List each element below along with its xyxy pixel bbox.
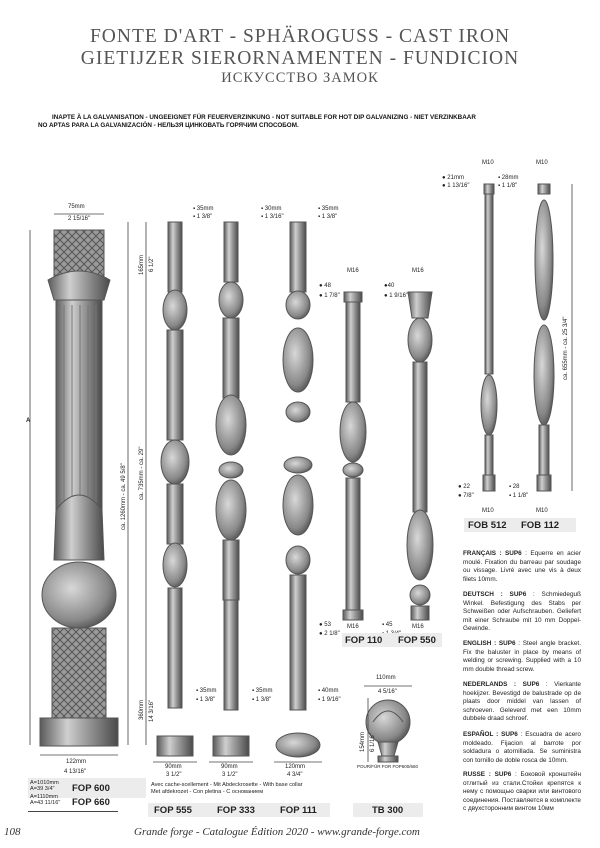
- variant-a4: A=43 11/16": [30, 800, 61, 806]
- footer-text: Grande forge - Catalogue Édition 2020 - www.grande-forge.com: [134, 826, 420, 838]
- fop600-base-dim-in: 4 13/16": [64, 769, 87, 775]
- fop600-base-dim: 122mm: [66, 759, 87, 765]
- fob112-thread-top: M10: [536, 160, 548, 166]
- fop600-top-dim: 75mm: [68, 204, 85, 210]
- fop550-top-dim-in: ● 1 9/16": [384, 293, 409, 299]
- fop111-collar-dim-in: ▪ 1 9/16": [318, 697, 341, 703]
- fop110-thread-top: M16: [347, 268, 359, 274]
- collar-note-2: Met afdekrozet - Con pletina - С основанием: [151, 789, 264, 795]
- desc-nl: NEDERLANDS : SUP6 : Vierkante hoekijzer. Bevestigd de balustrade op de plaats door middel van lassen of schroeven. Geleverd met een 10mm dubbele draad schroef.: [463, 681, 581, 722]
- fop555-base-dim: 90mm: [165, 764, 182, 770]
- fop333-collar-dim-in: ▪ 1 3/8": [252, 697, 272, 703]
- fop555-baluster: [157, 222, 193, 756]
- fop333-baluster: [213, 222, 249, 756]
- fop110-top-dim: ● 48: [319, 283, 331, 289]
- fop555-collar-dim: ▪ 35mm: [196, 688, 217, 694]
- bar-top-dim-in: 6 1/2": [149, 256, 155, 272]
- variant-a2: A=39 3/4": [30, 786, 55, 792]
- fob512-bottom-dim: ● 22: [458, 484, 470, 490]
- fob112-top-dim: ▪ 28mm: [498, 175, 519, 181]
- code-tb300: TB 300: [372, 805, 404, 816]
- page-number: 108: [4, 826, 21, 838]
- fop111-collar-dim: ▪ 40mm: [318, 688, 339, 694]
- fop333-top-dim: ▪ 30mm: [261, 206, 282, 212]
- fop110-thread-bottom: M16: [347, 624, 359, 630]
- fop600-height-label: A: [26, 418, 31, 424]
- fob112-bottom-dim-in: ▪ 1 1/8": [509, 493, 529, 499]
- fob512-baluster: [481, 184, 497, 491]
- fop550-top-dim: ●40: [384, 283, 395, 289]
- galvanisation-warning-2: NO APTAS PARA LA GALVANIZACIÓN - НЕЛЬЗЯ ЦИНКОВАТЬ ГОРЯЧИМ СПОСОБОМ.: [38, 122, 299, 129]
- footer-rule-left: [28, 811, 118, 812]
- fop333-collar-dim: ▪ 35mm: [252, 688, 273, 694]
- fop110-bottom-dim-in: ● 2 1/8": [319, 631, 340, 637]
- code-fop660: FOP 660: [72, 797, 110, 808]
- desc-en: ENGLISH : SUP6 : Steel angle bracket. Fix the baluster in place by means of welding or screwing. Supplied with a 10 mm double thread screw.: [463, 640, 581, 673]
- fop555-top-dim: ▪ 35mm: [193, 206, 214, 212]
- header-line-1: FONTE D'ART - SPHÄROGUSS - CAST IRON: [89, 26, 511, 47]
- fob112-top-dim-in: ▪ 1 1/8": [498, 183, 518, 189]
- fob512-top-dim: ● 21mm: [442, 175, 464, 181]
- fop333-base-dim-in: 3 1/2": [222, 772, 238, 778]
- tb300-height-dim: 154mm: [360, 731, 366, 752]
- desc-es: ESPAÑOL : SUP6 : Escuadra de acero moldeado. Fijacion al barrote por soldadura o atornillada. Se suministra con tornillo de doble rosca de 10mm.: [463, 731, 581, 764]
- fob112-thread-bottom: M10: [536, 508, 548, 514]
- bar-top-dim: 165mm: [139, 254, 145, 275]
- fop111-top-dim-in: ▪ 1 3/8": [318, 214, 338, 220]
- fop550-thread-bottom: M16: [412, 624, 424, 630]
- variant-a1: A=1010mm: [30, 780, 59, 786]
- fob512-thread-top: M10: [482, 160, 494, 166]
- header-line-2: GIETIJZER SIERORNAMENTEN - FUNDICION: [80, 48, 520, 69]
- bar-total-dim: ca. 1260mm - ca. 49 5/8": [121, 463, 127, 530]
- fob112-bottom-dim: ▪ 28: [509, 484, 520, 490]
- desc-ru: RUSSE : SUP6 : Боковой кронштейн отлитый из стали.Стойки крепятся к нему с помощью сварки или винтового соединения. Поставляется в комплекте с двухсторонним винтом 10мм: [463, 771, 581, 812]
- header-line-3: ИСКУССТВО ЗАМОК: [221, 70, 379, 86]
- fop600-column: [40, 230, 118, 746]
- code-fop110: FOP 110: [345, 635, 383, 646]
- bar-bottom-dim: 360mm: [139, 699, 145, 720]
- fob512-top-dim-in: ● 1 13/16": [442, 183, 470, 189]
- code-fop555: FOP 555: [154, 805, 192, 816]
- bar-mid-dim: ca. 735mm - ca. 29": [139, 446, 145, 500]
- fop111-top-dim: ▪ 35mm: [318, 206, 339, 212]
- code-fop550: FOP 550: [398, 635, 436, 646]
- fop550-baluster: [407, 292, 433, 620]
- fop555-base-dim-in: 3 1/2": [166, 772, 182, 778]
- fop111-base-dim: 120mm: [285, 764, 306, 770]
- fop110-top-dim-in: ● 1 7/8": [319, 293, 340, 299]
- fop110-bottom-dim: ● 53: [319, 622, 331, 628]
- tb300-height-dim-in: 6 1/16": [370, 733, 376, 752]
- collar-note-1: Avec cache-scellement - Mit Abdeckrosette - With base collar: [151, 782, 303, 788]
- code-fop111: FOP 111: [280, 805, 317, 816]
- desc-de: DEUTSCH : SUP6 : Schmiedeguß Winkel. Befestigung des Stabs per Schweißen oder Aufschrauben. Geliefert mit einer Schraube mit 10 mm Doppel-Gewinde.: [463, 591, 581, 632]
- code-fop333: FOP 333: [217, 805, 255, 816]
- fop111-base-dim-in: 4 3/4": [287, 772, 303, 778]
- fop600-top-dim-in: 2 15/16": [68, 216, 91, 222]
- fop550-bottom-dim: ▪ 45: [382, 622, 393, 628]
- fop333-top-dim-in: ▪ 1 3/16": [261, 214, 284, 220]
- fop111-baluster: [276, 222, 320, 757]
- code-fop600: FOP 600: [72, 783, 110, 794]
- galvanisation-warning-1: INAPTE À LA GALVANISATION - UNGEEIGNET FÜR FEUERVERZINKUNG - NOT SUITABLE FOR HOT DIP GALVANIZING - NIET VERZINKBAAR: [52, 114, 476, 121]
- fop333-base-dim: 90mm: [221, 764, 238, 770]
- tb300-width-dim: 110mm: [376, 675, 396, 681]
- tb300-note: POUR/FÜR FOR FOP600/660: [357, 764, 419, 769]
- bar-bottom-dim-in: 14 3/16": [149, 699, 155, 722]
- code-fob512: FOB 512: [468, 520, 507, 531]
- fob512-bottom-dim-in: ● 7/8": [458, 493, 474, 499]
- fob512-thread-bottom: M10: [482, 508, 494, 514]
- fop550-thread-top: M16: [412, 268, 424, 274]
- variant-a3: A=1110mm: [30, 794, 58, 800]
- fop555-top-dim-in: ▪ 1 3/8": [193, 214, 213, 220]
- fop110-baluster: [340, 292, 366, 620]
- code-fob112: FOB 112: [521, 520, 560, 531]
- fob-height-dim: ca. 655mm - ca. 25 3/4": [563, 316, 569, 380]
- fob112-baluster: [534, 184, 554, 491]
- fop555-collar-dim-in: ▪ 1 3/8": [196, 697, 216, 703]
- desc-fr: FRANÇAIS : SUP6 : Equerre en acier moulé. Fixation du barreau par soudage ou vissage. Livré avec une vis à deux filets 10mm.: [463, 550, 581, 583]
- tb300-width-dim-in: 4 5/16": [378, 689, 397, 695]
- tb300-finial: [366, 700, 410, 762]
